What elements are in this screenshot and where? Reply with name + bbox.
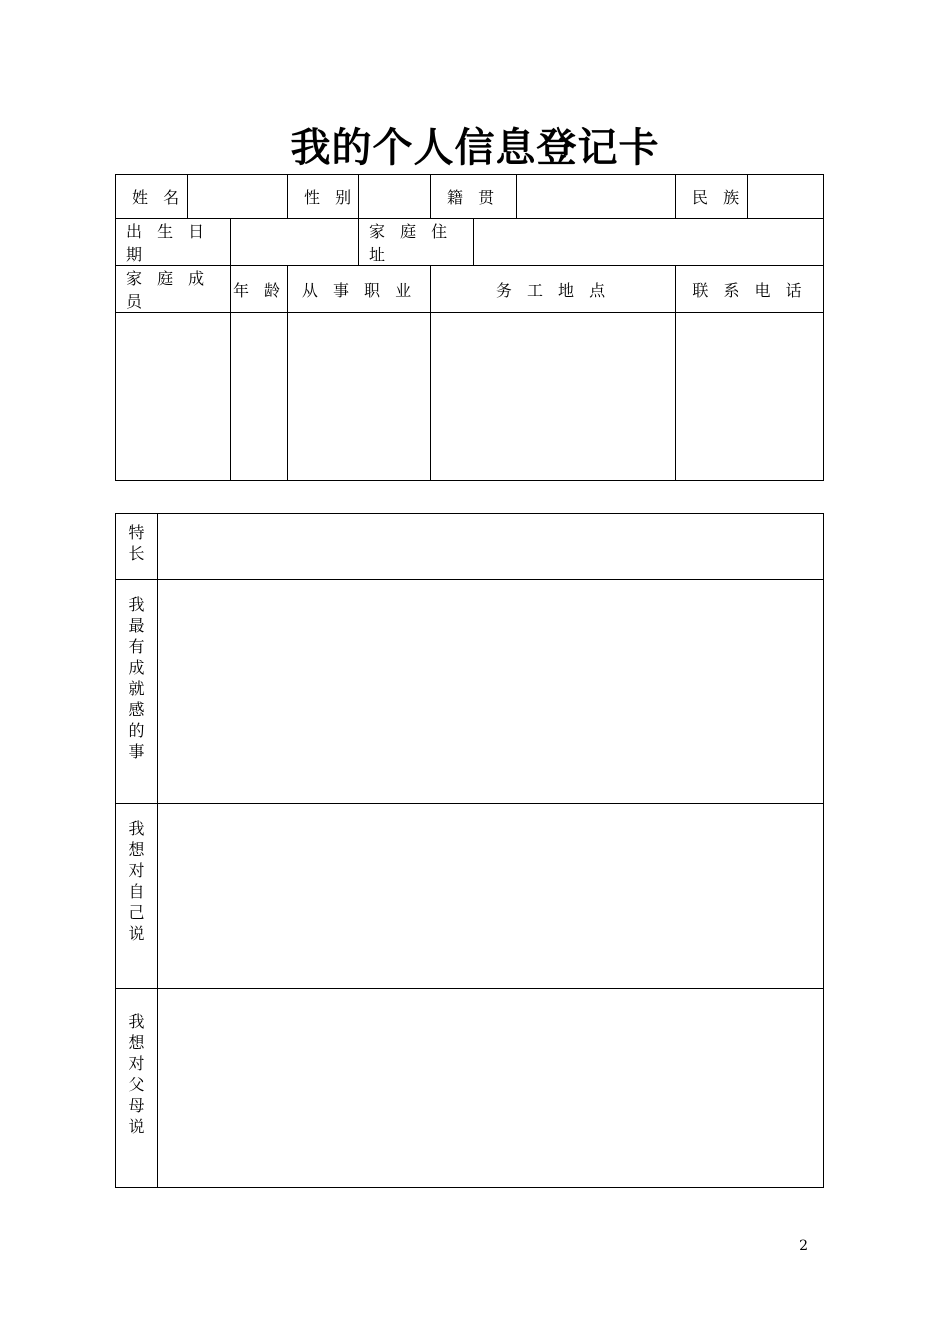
personal-sections-table: [115, 513, 824, 1188]
work-location-cell[interactable]: [431, 313, 676, 481]
page-number: 2: [799, 1238, 808, 1254]
occupation-cell[interactable]: [288, 313, 431, 481]
origin-field[interactable]: [517, 175, 676, 219]
specialty-field[interactable]: [158, 514, 824, 580]
family-member-cell[interactable]: [116, 313, 231, 481]
to-parents-field[interactable]: [158, 989, 824, 1188]
age-cell[interactable]: [231, 313, 288, 481]
birth-date-label: 出 生 日 期: [116, 219, 231, 266]
gender-label: 性 别: [288, 175, 359, 219]
name-field[interactable]: [188, 175, 288, 219]
to-self-label: 我 想 对 自 己 说: [116, 804, 158, 989]
work-location-header: 务 工 地 点: [431, 266, 676, 313]
address-label: 家 庭 住 址: [359, 219, 474, 266]
page-title: 我的个人信息登记卡: [290, 124, 660, 171]
age-header: 年 龄: [231, 266, 288, 313]
address-field[interactable]: [474, 219, 824, 266]
phone-header: 联 系 电 话: [676, 266, 824, 313]
name-label: 姓 名: [116, 175, 188, 219]
family-member-header: 家 庭 成 员: [116, 266, 231, 313]
basic-info-table: [115, 174, 824, 481]
origin-label: 籍 贯: [431, 175, 517, 219]
ethnicity-label: 民 族: [676, 175, 748, 219]
specialty-label: 特 长: [116, 514, 158, 580]
ethnicity-field[interactable]: [748, 175, 824, 219]
occupation-header: 从 事 职 业: [288, 266, 431, 313]
to-self-field[interactable]: [158, 804, 824, 989]
birth-date-field[interactable]: [231, 219, 359, 266]
phone-cell[interactable]: [676, 313, 824, 481]
achievement-field[interactable]: [158, 580, 824, 804]
gender-field[interactable]: [359, 175, 431, 219]
to-parents-label: 我 想 对 父 母 说: [116, 989, 158, 1188]
achievement-label: 我 最 有 成 就 感 的 事: [116, 580, 158, 804]
